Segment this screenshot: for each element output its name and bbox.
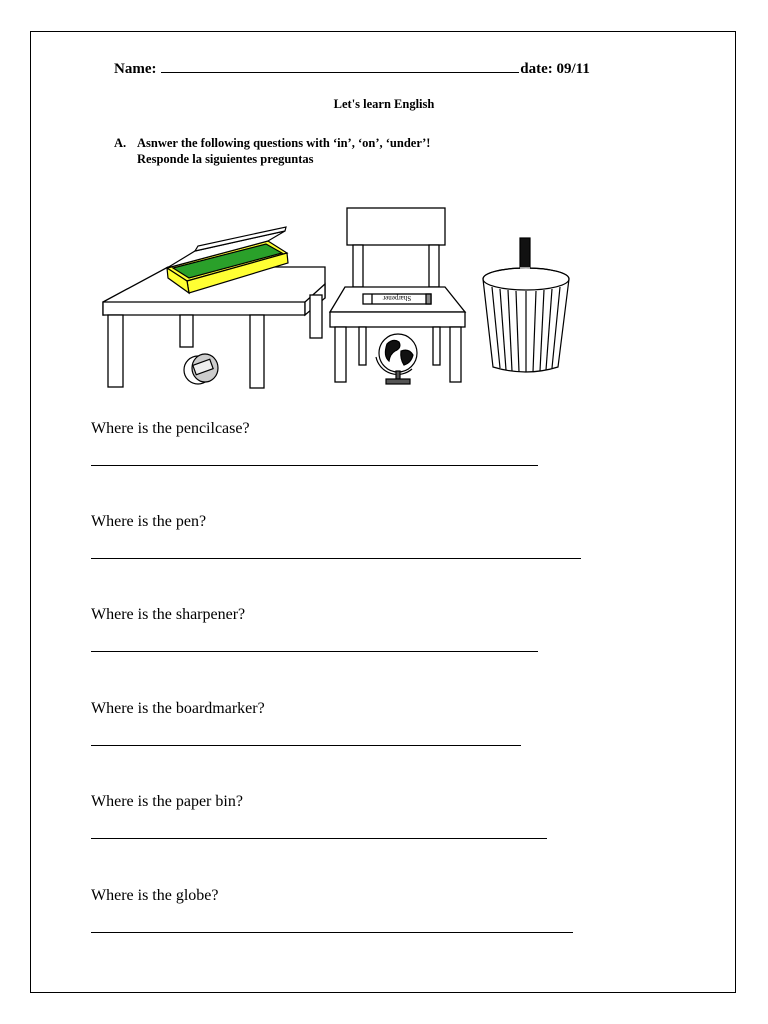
worksheet-page	[30, 31, 736, 993]
classroom-illustration	[100, 205, 580, 395]
question-2: Where is the pen?	[91, 513, 207, 530]
instructions	[114, 135, 430, 167]
answer-line-4[interactable]	[91, 745, 521, 746]
question-4: Where is the boardmarker?	[91, 700, 265, 717]
question-5: Where is the paper bin?	[91, 793, 243, 810]
answer-line-6[interactable]	[91, 932, 573, 933]
question-1: Where is the pencilcase?	[91, 420, 250, 437]
answer-line-5[interactable]	[91, 838, 547, 839]
answer-line-2[interactable]	[91, 558, 581, 559]
worksheet-title: Let's learn English	[333, 97, 435, 111]
worksheet-header	[114, 60, 590, 78]
instruction-label: A.	[114, 136, 127, 150]
pen-label: Sharpener	[382, 294, 412, 302]
answer-line-3[interactable]	[91, 651, 538, 652]
name-line	[161, 60, 519, 73]
instruction-line-2: Responde la siguientes preguntas	[137, 152, 314, 166]
date-label: date: 09/11	[520, 61, 590, 77]
question-6: Where is the globe?	[91, 887, 219, 904]
answer-line-1[interactable]	[91, 465, 538, 466]
question-3: Where is the sharpener?	[91, 606, 246, 623]
sharpener-drawing	[184, 354, 218, 384]
name-label: Name:	[114, 61, 157, 77]
globe-drawing	[376, 334, 417, 384]
instruction-line-1: Asnwer the following questions with ‘in’, ‘on’, ‘under’!	[137, 136, 431, 150]
paper-bin-drawing	[483, 238, 569, 372]
